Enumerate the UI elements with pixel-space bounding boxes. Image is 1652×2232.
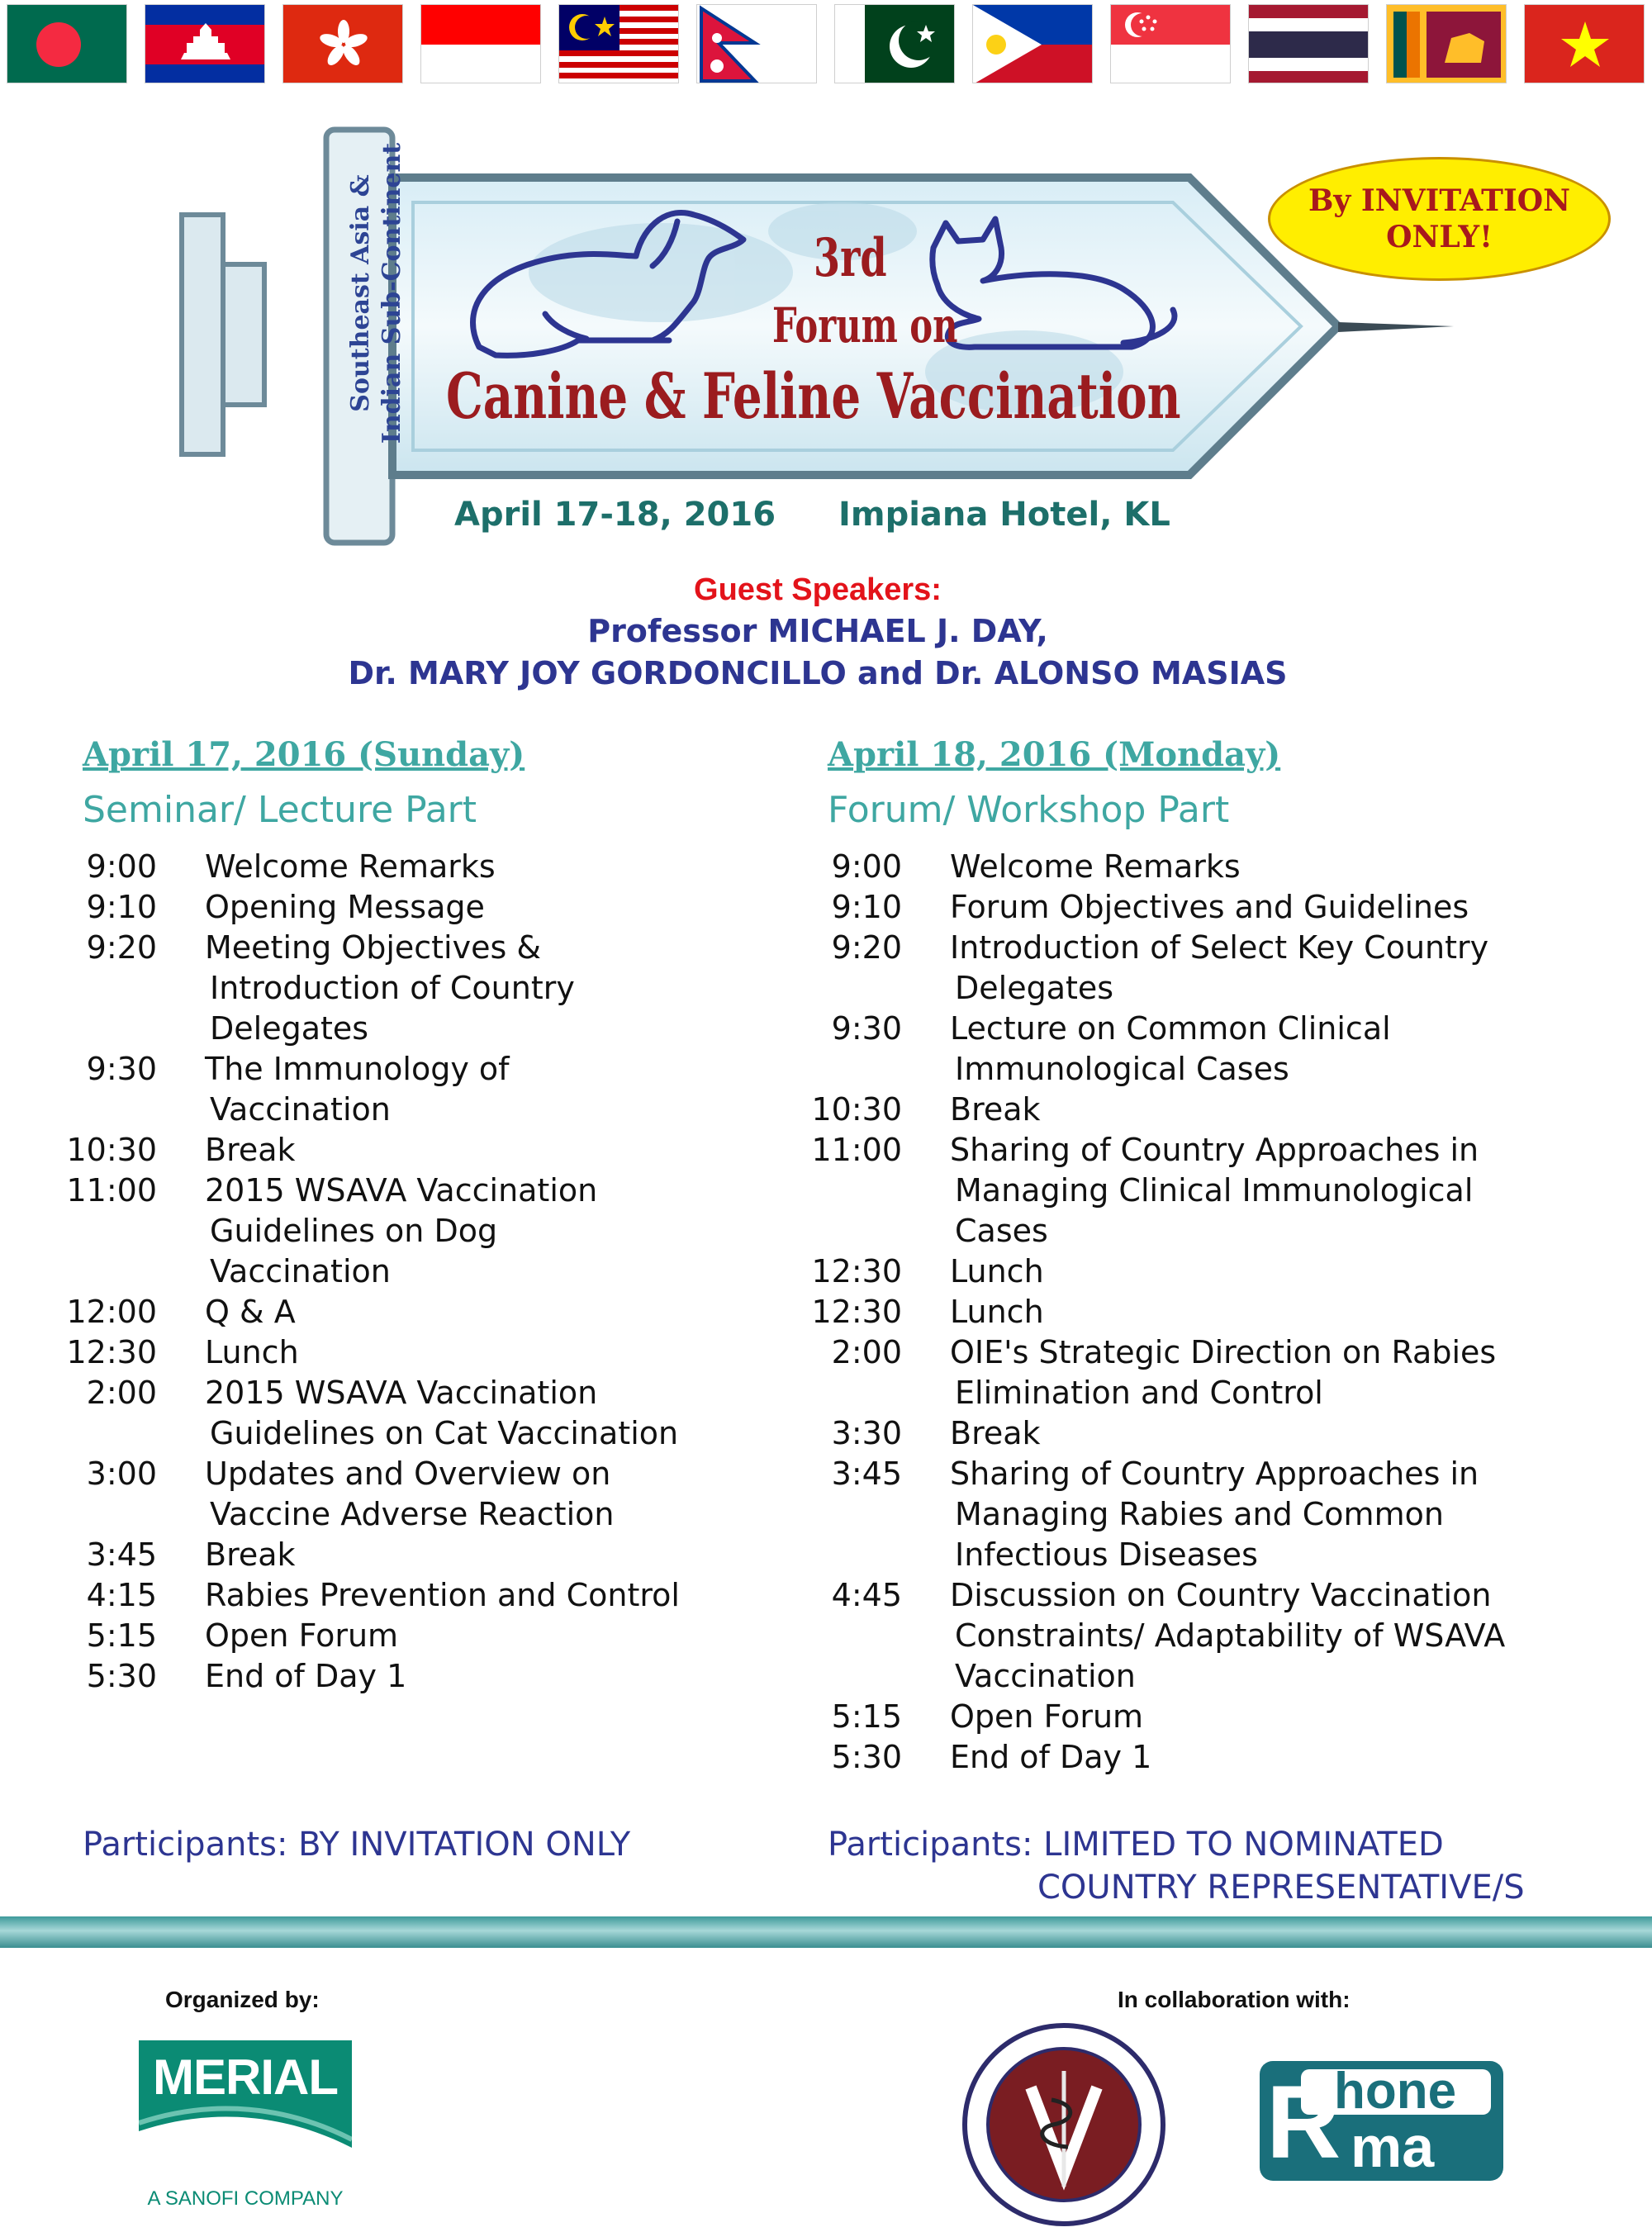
schedule-row <box>66 1292 727 1332</box>
schedule-description <box>205 1616 727 1656</box>
organized-by-label: Organized by: <box>165 1987 320 2012</box>
thailand-flag-icon <box>1248 4 1369 83</box>
schedule-description <box>205 1373 727 1454</box>
schedule-description-line: Cases <box>955 1213 1048 1249</box>
schedule-description-line: Infectious Diseases <box>955 1536 1258 1573</box>
schedule-description-line: Break <box>205 1536 296 1573</box>
schedule-row <box>811 1090 1596 1130</box>
schedule-row <box>66 1373 727 1454</box>
merial-tagline: A SANOFI COMPANY <box>147 2187 344 2210</box>
malaysia-flag-icon <box>558 4 679 83</box>
schedule-time: 5:30 <box>86 1658 157 1694</box>
schedule-time: 5:15 <box>831 1698 902 1735</box>
schedule-row <box>811 928 1596 1009</box>
day2-participants-label: Participants: <box>828 1826 1033 1864</box>
schedule-description <box>205 1535 727 1575</box>
schedule-time: 9:00 <box>86 848 157 885</box>
schedule-description <box>950 1454 1596 1575</box>
schedule-time: 3:00 <box>86 1456 157 1492</box>
cambodia-flag-icon <box>145 4 265 83</box>
schedule-row <box>66 1171 727 1292</box>
schedule-description-line: Elimination and Control <box>955 1375 1323 1411</box>
schedule-description <box>950 1009 1596 1090</box>
pakistan-flag-icon <box>834 4 955 83</box>
rhone-top-text: hone <box>1334 2063 1457 2120</box>
schedule-time: 9:10 <box>831 889 902 925</box>
schedule-description-line: Discussion on Country Vaccination <box>950 1577 1492 1613</box>
schedule-description-line: Break <box>205 1132 296 1168</box>
schedule-description <box>205 1292 727 1332</box>
schedule-description <box>950 1130 1596 1251</box>
schedule-row <box>66 928 727 1049</box>
schedule-row <box>66 1656 727 1697</box>
schedule-description <box>205 1049 727 1130</box>
schedule-description-line: Lecture on Common Clinical <box>950 1010 1391 1047</box>
guest-speakers-line-2: Dr. MARY JOY GORDONCILLO and Dr. ALONSO MASIAS <box>348 655 1288 691</box>
schedule-row <box>811 1697 1596 1737</box>
schedule-description-line: Constraints/ Adaptability of WSAVA <box>955 1617 1506 1654</box>
schedule-description-line: End of Day 1 <box>950 1739 1152 1775</box>
day2-participants-cont: COUNTRY REPRESENTATIVE/S <box>1037 1869 1525 1907</box>
day1-participants <box>83 1826 630 1864</box>
schedule-description <box>950 1413 1596 1454</box>
schedule-time: 9:30 <box>86 1051 157 1087</box>
invitation-badge <box>1268 157 1611 281</box>
schedule-description-line: OIE's Strategic Direction on Rabies <box>950 1334 1497 1370</box>
schedule-description-line: Delegates <box>210 1010 369 1047</box>
schedule-description <box>205 1575 727 1616</box>
schedule-time: 3:30 <box>831 1415 902 1451</box>
schedule-row <box>811 1009 1596 1090</box>
association-seal-logo <box>961 2021 1167 2232</box>
schedule-description-line: Sharing of Country Approaches in <box>950 1132 1479 1168</box>
schedule-description <box>205 1171 727 1292</box>
schedule-description <box>205 1454 727 1535</box>
event-title: Canine & Feline Vaccination <box>446 359 1181 433</box>
schedule-description <box>950 1575 1596 1697</box>
schedule-description-line: 2015 WSAVA Vaccination <box>205 1375 598 1411</box>
day1-schedule <box>66 847 727 1697</box>
schedule-description-line: Introduction of Select Key Country <box>950 929 1489 966</box>
schedule-time: 2:00 <box>831 1334 902 1370</box>
hong-kong-flag-icon <box>282 4 403 83</box>
schedule-time: 11:00 <box>66 1172 157 1209</box>
guest-speakers-label: Guest Speakers: <box>694 572 942 607</box>
schedule-row <box>811 887 1596 928</box>
schedule-description-line: Rabies Prevention and Control <box>205 1577 680 1613</box>
rhone-bottom-text: ma <box>1351 2115 1435 2179</box>
schedule-description <box>950 1090 1596 1130</box>
schedule-row <box>811 1454 1596 1575</box>
schedule-row <box>811 1413 1596 1454</box>
schedule-description <box>205 1332 727 1373</box>
schedule-time: 12:00 <box>66 1294 157 1330</box>
badge-line-1: By INVITATION <box>1308 183 1571 218</box>
bangladesh-flag-icon <box>7 4 127 83</box>
schedule-description <box>950 847 1596 887</box>
schedule-row <box>811 1575 1596 1697</box>
schedule-time: 3:45 <box>86 1536 157 1573</box>
schedule-description-line: Welcome Remarks <box>950 848 1241 885</box>
schedule-description-line: Forum Objectives and Guidelines <box>950 889 1469 925</box>
schedule-row <box>811 1332 1596 1413</box>
guest-speakers-line-1: Professor MICHAEL J. DAY, <box>587 613 1048 649</box>
schedule-time: 5:15 <box>86 1617 157 1654</box>
schedule-row <box>811 847 1596 887</box>
schedule-description-line: Delegates <box>955 970 1114 1006</box>
schedule-time: 9:00 <box>831 848 902 885</box>
schedule-description-line: Meeting Objectives & <box>205 929 541 966</box>
schedule-row <box>66 887 727 928</box>
schedule-time: 12:30 <box>811 1294 902 1330</box>
schedule-row <box>811 1737 1596 1778</box>
schedule-description-line: The Immunology of <box>205 1051 510 1087</box>
schedule-description <box>950 928 1596 1009</box>
schedule-time: 12:30 <box>811 1253 902 1289</box>
vietnam-flag-icon <box>1524 4 1645 83</box>
rhone-ma-logo <box>1260 2061 1503 2185</box>
schedule-row <box>66 1454 727 1535</box>
sri-lanka-flag-icon <box>1386 4 1507 83</box>
schedule-row <box>66 1535 727 1575</box>
schedule-description <box>950 1332 1596 1413</box>
schedule-description-line: Managing Rabies and Common <box>955 1496 1444 1532</box>
schedule-time: 12:30 <box>66 1334 157 1370</box>
schedule-time: 11:00 <box>811 1132 902 1168</box>
day1-heading: April 17, 2016 (Sunday) <box>83 735 525 774</box>
schedule-description <box>205 928 727 1049</box>
schedule-description-line: Managing Clinical Immunological <box>955 1172 1474 1209</box>
schedule-description-line: Guidelines on Cat Vaccination <box>210 1415 679 1451</box>
philippines-flag-icon <box>972 4 1093 83</box>
region-line-2: Indian Sub-Continent <box>377 142 406 444</box>
event-venue: Impiana Hotel, KL <box>838 496 1170 534</box>
day2-heading: April 18, 2016 (Monday) <box>828 735 1281 774</box>
merial-logo <box>139 2040 352 2214</box>
schedule-description-line: Vaccination <box>955 1658 1136 1694</box>
day2-participants <box>828 1826 1444 1864</box>
schedule-description-line: Updates and Overview on <box>205 1456 611 1492</box>
rhone-letter: R <box>1266 2065 1341 2180</box>
schedule-time: 9:30 <box>831 1010 902 1047</box>
footer-divider <box>0 1916 1652 1948</box>
schedule-row <box>811 1251 1596 1292</box>
schedule-description-line: Break <box>950 1415 1041 1451</box>
schedule-row <box>66 1130 727 1171</box>
forum-on-label: Forum on <box>772 297 958 354</box>
schedule-row <box>66 1575 727 1616</box>
schedule-row <box>811 1130 1596 1251</box>
schedule-description-line: Vaccine Adverse Reaction <box>210 1496 615 1532</box>
schedule-time: 3:45 <box>831 1456 902 1492</box>
schedule-description-line: Open Forum <box>205 1617 399 1654</box>
schedule-description-line: Introduction of Country <box>210 970 575 1006</box>
badge-line-2: ONLY! <box>1386 220 1493 254</box>
schedule-description <box>205 847 727 887</box>
schedule-description-line: Vaccination <box>210 1091 391 1128</box>
schedule-description-line: Open Forum <box>950 1698 1144 1735</box>
collaboration-label: In collaboration with: <box>1118 1987 1351 2012</box>
day1-part: Seminar/ Lecture Part <box>83 789 477 831</box>
region-side-label <box>345 128 408 458</box>
schedule-description-line: Guidelines on Dog <box>210 1213 498 1249</box>
schedule-description-line: Break <box>950 1091 1041 1128</box>
region-line-1: Southeast Asia & <box>346 174 375 412</box>
day2-part: Forum/ Workshop Part <box>828 789 1230 831</box>
day2-schedule <box>811 847 1596 1778</box>
schedule-row <box>66 1332 727 1373</box>
schedule-description-line: 2015 WSAVA Vaccination <box>205 1172 598 1209</box>
schedule-time: 9:20 <box>86 929 157 966</box>
schedule-description <box>205 1130 727 1171</box>
schedule-description <box>950 1251 1596 1292</box>
day1-participants-label: Participants: <box>83 1826 288 1864</box>
day1-participants-value: BY INVITATION ONLY <box>298 1826 631 1864</box>
merial-name: MERIAL <box>153 2049 338 2105</box>
schedule-description <box>950 1737 1596 1778</box>
schedule-time: 4:15 <box>86 1577 157 1613</box>
schedule-description-line: End of Day 1 <box>205 1658 407 1694</box>
schedule-description <box>950 1292 1596 1332</box>
schedule-description-line: Opening Message <box>205 889 485 925</box>
schedule-description-line: Welcome Remarks <box>205 848 496 885</box>
day2-participants-value-1: LIMITED TO NOMINATED <box>1043 1826 1444 1864</box>
schedule-description <box>950 887 1596 928</box>
schedule-description <box>950 1697 1596 1737</box>
schedule-row <box>66 847 727 887</box>
schedule-time: 9:10 <box>86 889 157 925</box>
schedule-description-line: Lunch <box>950 1253 1044 1289</box>
schedule-description-line: Sharing of Country Approaches in <box>950 1456 1479 1492</box>
schedule-description-line: Immunological Cases <box>955 1051 1289 1087</box>
schedule-time: 10:30 <box>811 1091 902 1128</box>
schedule-description <box>205 887 727 928</box>
schedule-time: 9:20 <box>831 929 902 966</box>
event-date: April 17-18, 2016 <box>454 496 776 534</box>
schedule-row <box>66 1616 727 1656</box>
schedule-row <box>66 1049 727 1130</box>
schedule-description-line: Vaccination <box>210 1253 391 1289</box>
schedule-time: 10:30 <box>66 1132 157 1168</box>
singapore-flag-icon <box>1110 4 1231 83</box>
indonesia-flag-icon <box>420 4 541 83</box>
schedule-row <box>811 1292 1596 1332</box>
schedule-description-line: Lunch <box>205 1334 299 1370</box>
nepal-flag-icon <box>696 4 817 83</box>
schedule-description-line: Lunch <box>950 1294 1044 1330</box>
schedule-description-line: Q & A <box>205 1294 296 1330</box>
schedule-time: 5:30 <box>831 1739 902 1775</box>
schedule-time: 2:00 <box>86 1375 157 1411</box>
schedule-time: 4:45 <box>831 1577 902 1613</box>
edition-label: 3rd <box>814 227 887 289</box>
schedule-description <box>205 1656 727 1697</box>
